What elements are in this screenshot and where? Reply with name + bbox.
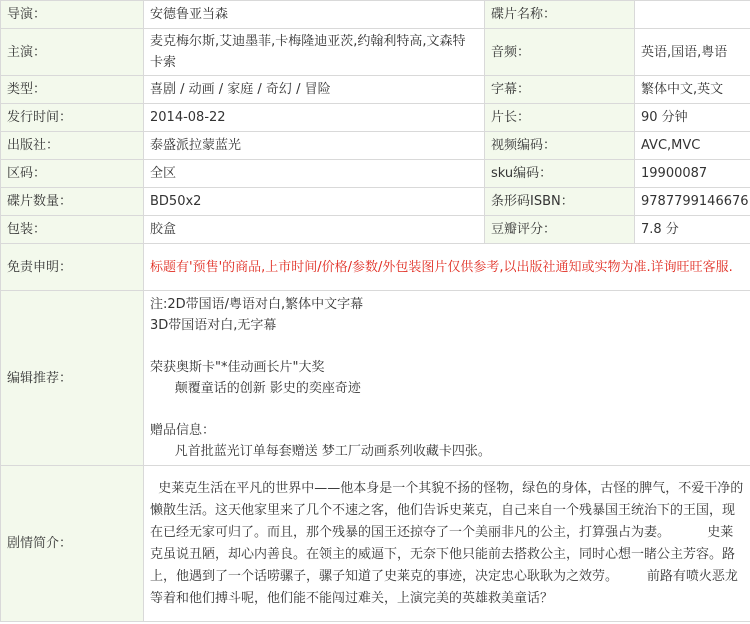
plot-text: 史莱克生活在平凡的世界中——他本身是一个其貌不扬的怪物，绿色的身体，古怪的脾气，不爱干净的懒散生活。这天他家里来了几个不速之客，他们告诉史莱克，自己来自一个残暴国王统治下的王国，现在已经无家可归了。而且，那个残暴的国王还掠夺了一个美丽非凡的公主，打算强占为妻。 史莱克虽说丑陋，却心内善良。在领主的威逼下，无奈下他只能前去搭救公主，同时心想一睹公主芳容。路上，他遇到了一个话唠骡子，骡子知道了史莱克的事迹，决定忠心耿耿为之效劳。 前路有喷火恶龙等着和他们搏斗呢，他们能不能闯过难关，上演完美的英雄救美童话？ [144,466,750,622]
subtitle-value: 繁体中文,英文 [635,76,750,104]
video-codec-label: 视频编码： [485,132,635,160]
runtime-value: 90 分钟 [635,104,750,132]
disclaimer-text: 标题有'预售'的商品,上市时间/价格/参数/外包装图片仅供参考,以出版社通知或实物为准.详询旺旺客服. [144,244,750,291]
info-row-director [1,1,750,29]
info-row-cast [1,29,750,76]
info-row-recommend [1,291,750,466]
recommend-line: 凡首批蓝光订单每套赠送 梦工厂动画系列收藏卡四张。 [150,444,491,459]
isbn-label: 条形码ISBN： [485,188,635,216]
recommend-line: 3D带国语对白,无字幕 [150,318,277,333]
director-value: 安德鲁亚当森 [144,1,485,29]
cast-value: 麦克梅尔斯,艾迪墨菲,卡梅隆迪亚茨,约翰利特高,文森特卡索 [144,29,485,76]
genre-value: 喜剧 / 动画 / 家庭 / 奇幻 / 冒险 [144,76,485,104]
recommend-content [144,291,750,466]
video-codec-value: AVC,MVC [635,132,750,160]
director-label: 导演： [1,1,144,29]
douban-rating-label: 豆瓣评分： [485,216,635,244]
cast-label: 主演： [1,29,144,76]
recommend-label: 编辑推荐： [1,291,144,466]
recommend-line [150,336,744,357]
release-date-value: 2014-08-22 [144,104,485,132]
info-row-genre [1,76,750,104]
region-label: 区码： [1,160,144,188]
release-date-label: 发行时间： [1,104,144,132]
disc-count-value: BD50x2 [144,188,485,216]
audio-label: 音频： [485,29,635,76]
disc-count-label: 碟片数量： [1,188,144,216]
info-row-disclaimer [1,244,750,291]
recommend-line: 注:2D带国语/粤语对白,繁体中文字幕 [150,297,364,312]
info-row-plot [1,466,750,622]
info-row-publisher [1,132,750,160]
subtitle-label: 字幕： [485,76,635,104]
sku-value: 19900087 [635,160,750,188]
info-row-release [1,104,750,132]
packaging-label: 包装： [1,216,144,244]
recommend-line: 荣获奥斯卡"*佳动画长片"大奖 [150,360,325,375]
disc-title-value [635,1,750,29]
recommend-line [150,399,744,420]
region-value: 全区 [144,160,485,188]
publisher-label: 出版社： [1,132,144,160]
recommend-line: 赠品信息： [150,423,216,438]
publisher-value: 泰盛派拉蒙蓝光 [144,132,485,160]
disc-title-label: 碟片名称： [485,1,635,29]
douban-rating-value: 7.8 分 [635,216,750,244]
sku-label: sku编码： [485,160,635,188]
runtime-label: 片长： [485,104,635,132]
isbn-value: 9787799146676 [635,188,750,216]
recommend-line: 颠覆童话的创新 影史的奕座奇迹 [150,381,361,396]
info-row-disc-count [1,188,750,216]
disclaimer-label: 免责申明： [1,244,144,291]
plot-label: 剧情简介： [1,466,144,622]
audio-value: 英语,国语,粤语 [635,29,750,76]
genre-label: 类型： [1,76,144,104]
info-row-packaging [1,216,750,244]
info-row-region [1,160,750,188]
packaging-value: 胶盒 [144,216,485,244]
